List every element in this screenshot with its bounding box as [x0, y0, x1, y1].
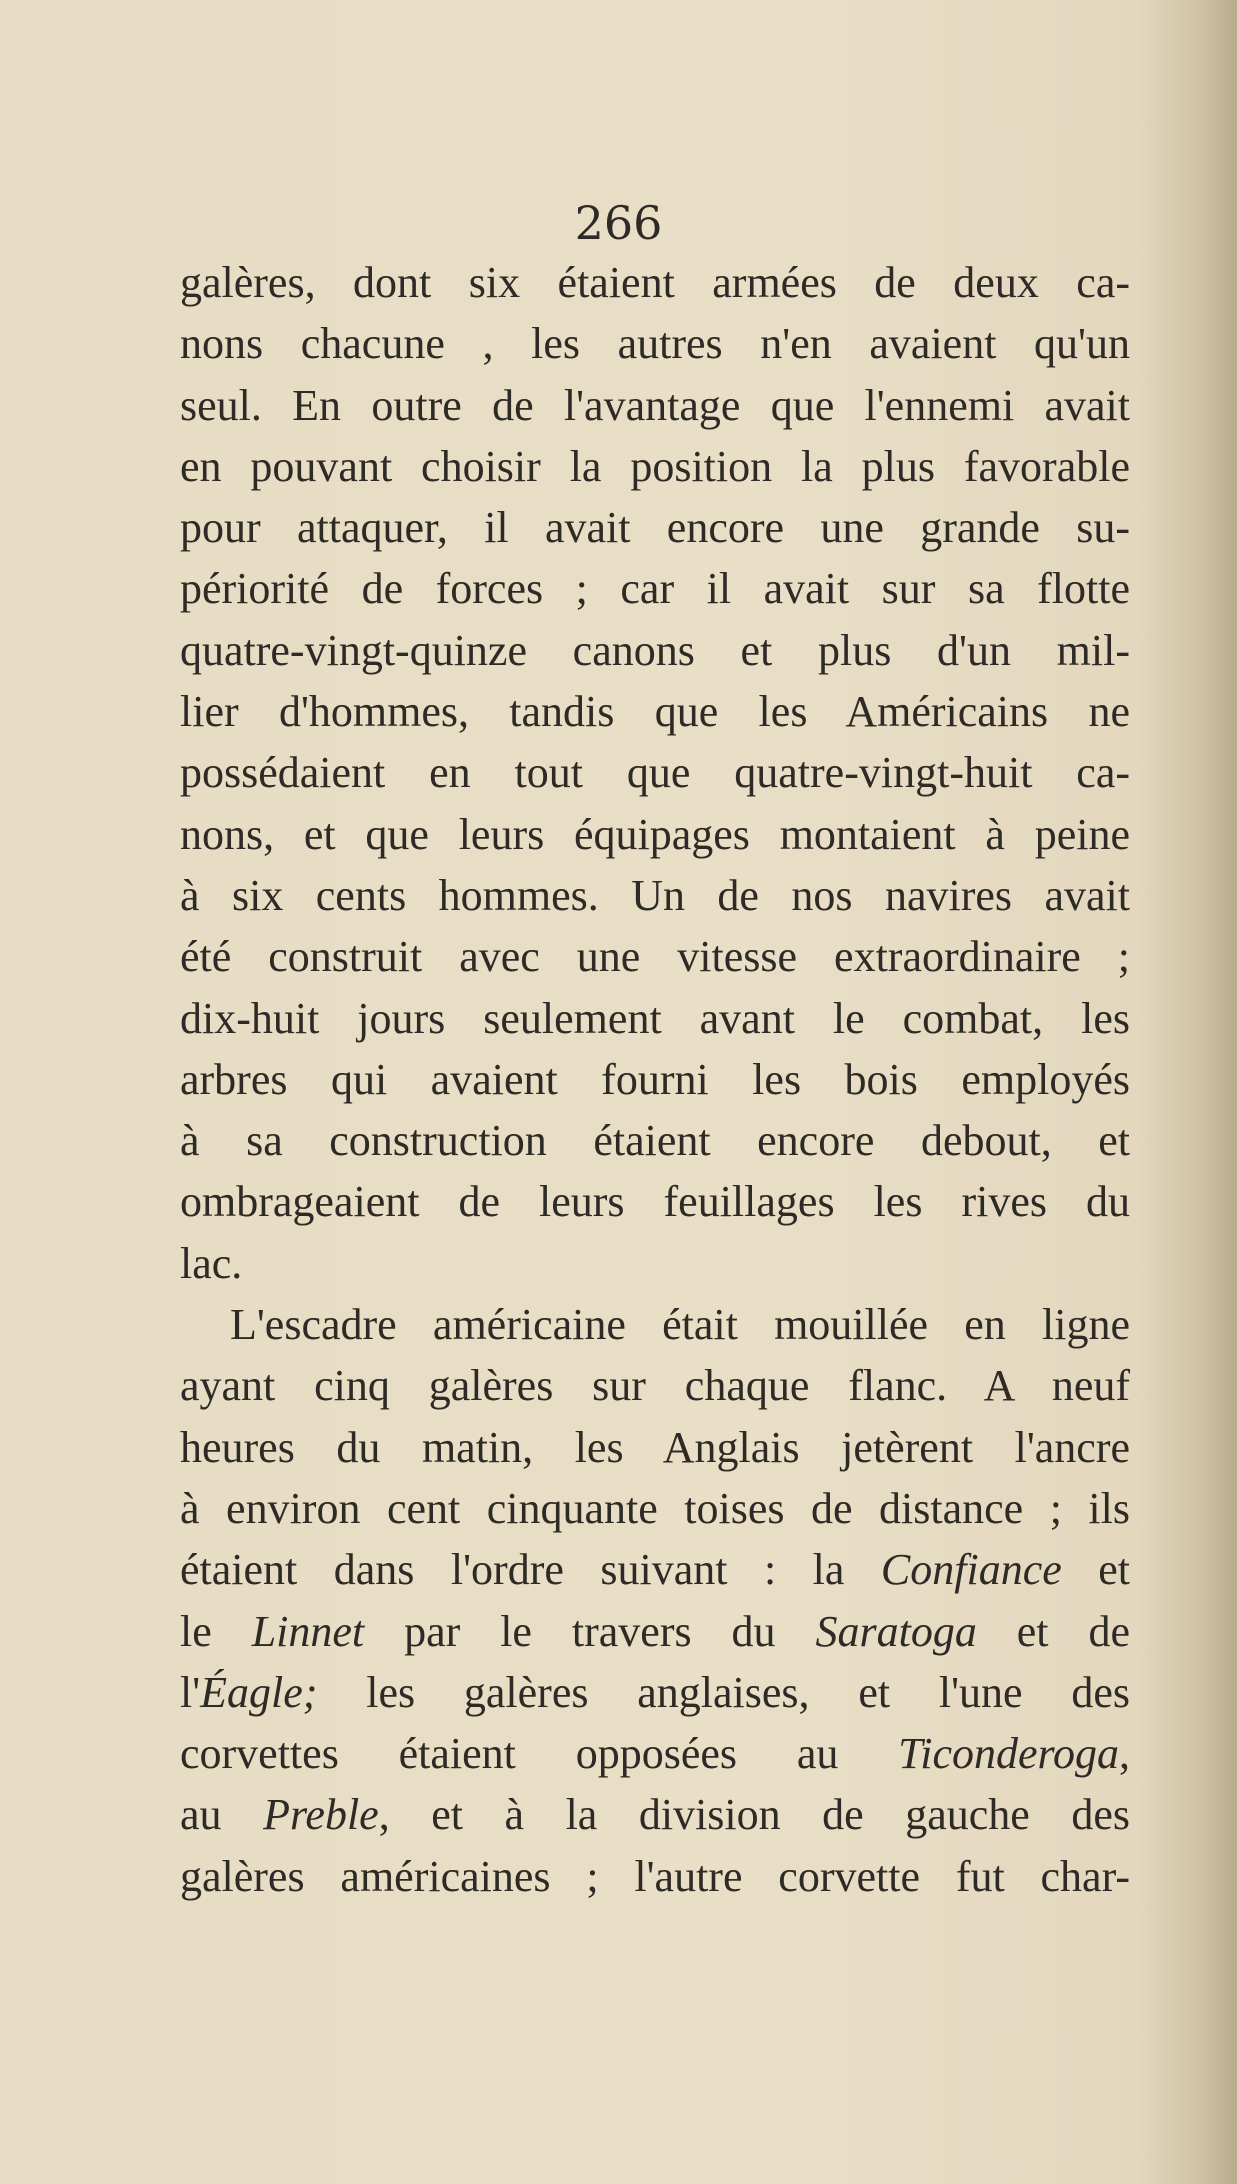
text-line: à environ cent cinquante toises de distance ; ils	[180, 1483, 1130, 1533]
text-segment: par le travers du	[364, 1606, 816, 1656]
text-line: dix-huit jours seulement avant le combat, les	[180, 993, 1130, 1043]
text-line: ayant cinq galères sur chaque flanc. A neuf	[180, 1361, 1130, 1411]
text-line: à sa construction étaient encore debout, et	[180, 1116, 1130, 1166]
text-segment: étaient dans l'ordre suivant : la	[180, 1545, 881, 1595]
ship-name-preble: Preble	[263, 1790, 379, 1840]
text-line: nons chacune , les autres n'en avaient qu'un	[180, 319, 1130, 369]
text-segment: et de	[976, 1606, 1130, 1656]
text-line: seul. En outre de l'avantage que l'ennemi avait	[180, 380, 1130, 430]
ship-name-confiance: Confiance	[880, 1545, 1062, 1595]
text-line	[180, 1662, 1130, 1723]
text-segment: corvettes étaient opposées au	[180, 1729, 899, 1779]
text-line	[180, 1784, 1130, 1845]
text-line: lier d'hommes, tandis que les Américains ne	[180, 687, 1130, 737]
page-number: 266	[574, 196, 663, 250]
ship-name-ticonderoga: Ticonderoga	[898, 1729, 1119, 1779]
text-segment: au	[180, 1790, 264, 1840]
text-line: à six cents hommes. Un de nos navires avait	[180, 870, 1130, 920]
text-line: périorité de forces ; car il avait sur sa flotte	[180, 564, 1130, 614]
text-line: pour attaquer, il avait encore une grande su-	[180, 503, 1130, 553]
paragraph-2	[180, 1294, 1130, 1907]
text-line	[180, 1723, 1130, 1784]
text-line: galères, dont six étaient armées de deux ca-	[180, 258, 1130, 307]
text-line: L'escadre américaine était mouillée en ligne	[230, 1300, 1130, 1350]
text-line: ombrageaient de leurs feuillages les rives du	[180, 1177, 1130, 1227]
ship-name-saratoga: Saratoga	[815, 1606, 977, 1656]
text-segment: , et à la division de gauche des	[378, 1790, 1130, 1840]
ship-name-linnet: Linnet	[251, 1606, 365, 1656]
text-segment: l'	[180, 1667, 201, 1717]
text-line: arbres qui avaient fourni les bois employés	[180, 1054, 1130, 1104]
text-line: heures du matin, les Anglais jetèrent l'ancre	[180, 1422, 1130, 1472]
text-line: possédaient en tout que quatre-vingt-huit ca-	[180, 748, 1130, 798]
text-line: lac.	[180, 1238, 243, 1288]
ship-name-eagle: Éagle;	[200, 1667, 318, 1717]
text-segment: le	[180, 1606, 252, 1656]
text-line: quatre-vingt-quinze canons et plus d'un mil-	[180, 625, 1130, 675]
body-text	[180, 252, 1130, 1907]
text-line	[180, 1601, 1130, 1662]
paragraph-1	[180, 252, 1130, 1294]
text-line	[180, 1539, 1130, 1600]
text-line: nons, et que leurs équipages montaient à peine	[180, 809, 1130, 859]
text-segment: et	[1061, 1545, 1130, 1595]
text-segment: ,	[1119, 1729, 1130, 1779]
text-line: en pouvant choisir la position la plus favorable	[180, 441, 1130, 491]
text-line: galères américaines ; l'autre corvette fut char-	[180, 1851, 1130, 1901]
text-line: été construit avec une vitesse extraordinaire ;	[180, 932, 1130, 982]
text-segment: les galères anglaises, et l'une des	[317, 1667, 1130, 1717]
